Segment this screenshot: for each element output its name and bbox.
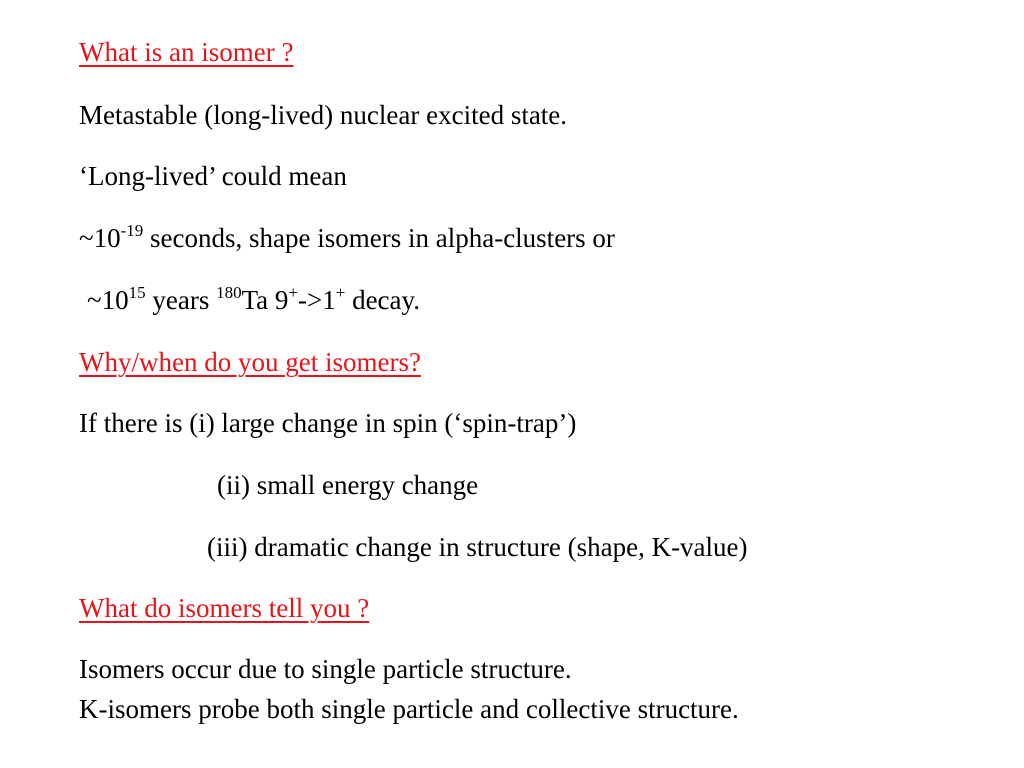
element-spin: Ta 9 (241, 285, 289, 315)
example-1-base: ~10 (79, 223, 121, 253)
conclusion-line-1: Isomers occur due to single particle structure. (79, 654, 572, 684)
example-line-1 (79, 222, 615, 254)
parity-superscript-2: + (335, 283, 346, 302)
condition-i: If there is (i) large change in spin (‘spin-trap’) (79, 408, 577, 438)
decay-text: decay. (345, 285, 421, 315)
heading-what-tell: What do isomers tell you ? (79, 593, 370, 623)
condition-ii: (ii) small energy change (217, 470, 479, 500)
example-2-years: years (145, 285, 217, 315)
heading-why-when: Why/when do you get isomers? (79, 347, 421, 377)
condition-iii: (iii) dramatic change in structure (shape, K-value) (207, 532, 748, 562)
example-1-text: seconds, shape isomers in alpha-clusters or (143, 223, 615, 253)
example-2-base: ~10 (87, 285, 129, 315)
heading-what-is-isomer: What is an isomer ? (79, 37, 294, 67)
example-2-exponent: 15 (128, 283, 146, 302)
definition-text: Metastable (long-lived) nuclear excited state. (79, 100, 568, 130)
mass-number: 180 (216, 283, 242, 302)
transition-arrow: ->1 (298, 285, 336, 315)
example-line-2 (87, 284, 420, 316)
long-lived-text: ‘Long-lived’ could mean (79, 161, 347, 191)
example-1-exponent: -19 (120, 221, 144, 240)
parity-superscript-1: + (288, 283, 299, 302)
conclusion-line-2: K-isomers probe both single particle and collective structure. (79, 694, 739, 724)
